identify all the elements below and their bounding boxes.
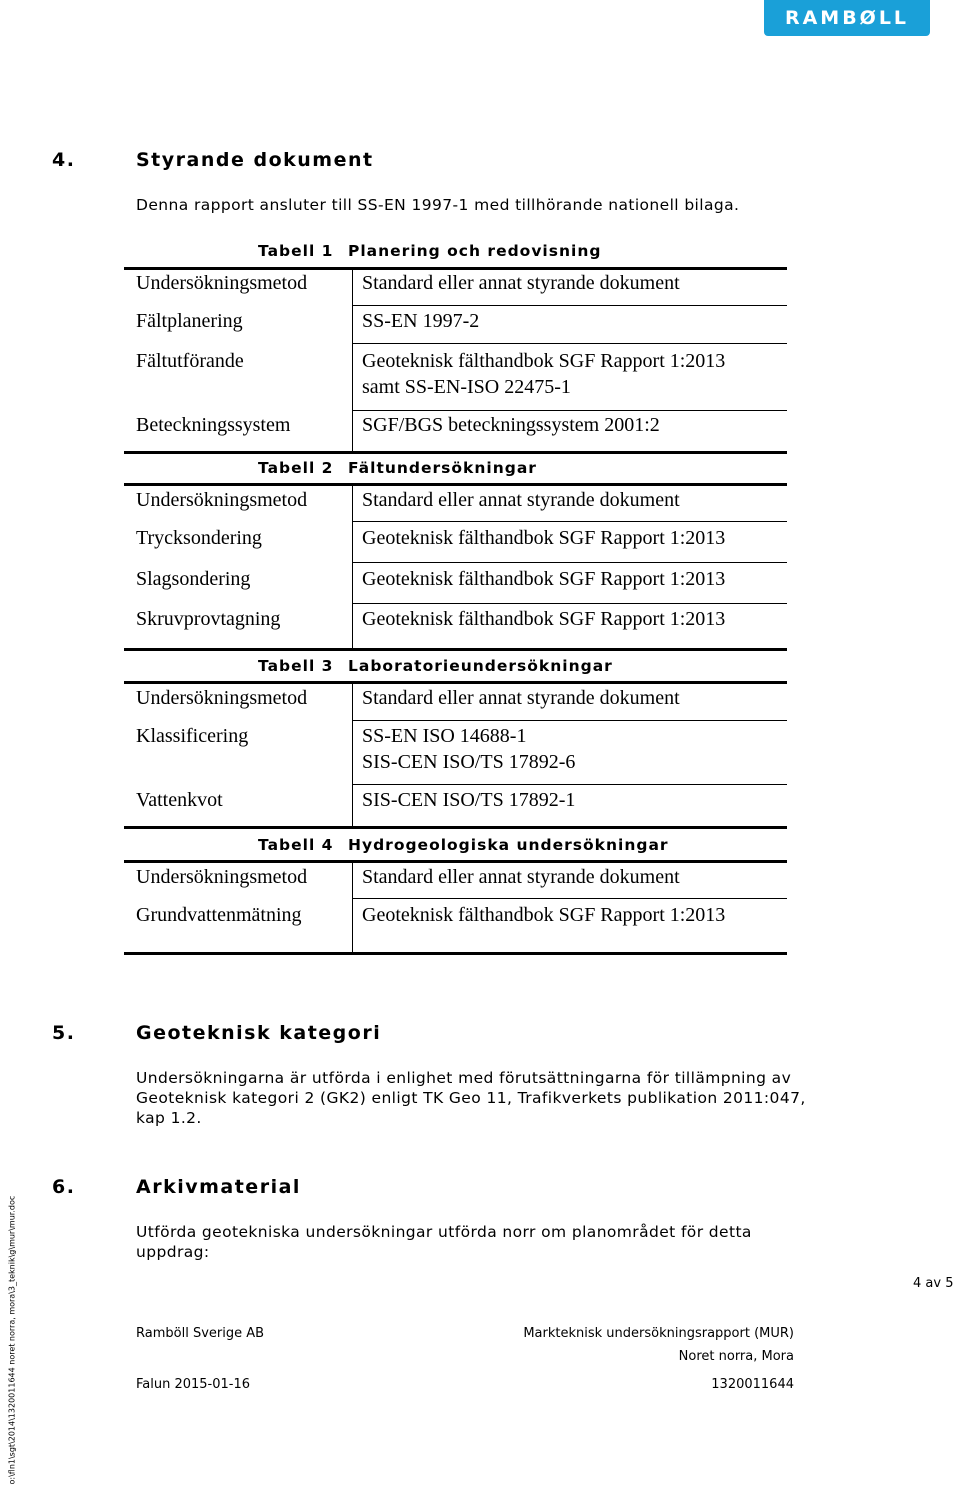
table-1-header-method: Undersökningsmetod bbox=[136, 272, 308, 294]
table-row-method: Fältplanering bbox=[136, 310, 243, 332]
table-2-divider bbox=[352, 484, 353, 648]
table-3-top-rule bbox=[124, 681, 787, 684]
table-4-divider bbox=[352, 861, 353, 953]
table-row-rule bbox=[352, 898, 787, 899]
ramboll-logo: RAMBØLL bbox=[764, 0, 930, 36]
table-2-bottom-rule bbox=[124, 648, 787, 651]
table-row-method: Fältutförande bbox=[136, 350, 244, 372]
table-title: Fältundersökningar bbox=[348, 459, 537, 477]
table-row-rule bbox=[352, 343, 787, 344]
table-2-header-method: Undersökningsmetod bbox=[136, 489, 308, 511]
table-row-standard: SS-EN ISO 14688-1 bbox=[362, 725, 527, 747]
table-row-rule bbox=[352, 521, 787, 522]
table-row-standard: SIS-CEN ISO/TS 17892-1 bbox=[362, 789, 576, 811]
table-label: Tabell 4 bbox=[258, 836, 334, 854]
table-label: Tabell 1 bbox=[258, 242, 334, 260]
table-4-top-rule bbox=[124, 860, 787, 863]
table-row-standard: Geoteknisk fälthandbok SGF Rapport 1:2013 bbox=[362, 350, 726, 372]
section-title: Arkivmaterial bbox=[136, 1176, 301, 1198]
table-row-standard: SGF/BGS beteckningssystem 2001:2 bbox=[362, 414, 660, 436]
table-row-rule bbox=[352, 410, 787, 411]
table-label: Tabell 2 bbox=[258, 459, 334, 477]
footer-project: Noret norra, Mora bbox=[678, 1349, 794, 1364]
section-6-text: Utförda geotekniska undersökningar utförda norr om planområdet för detta uppdrag: bbox=[136, 1223, 752, 1261]
table-row-rule bbox=[352, 562, 787, 563]
footer-doc-title: Markteknisk undersökningsrapport (MUR) bbox=[523, 1326, 794, 1341]
table-row-method: Grundvattenmätning bbox=[136, 904, 302, 926]
section-number: 4. bbox=[52, 149, 76, 171]
section-title: Geoteknisk kategori bbox=[136, 1022, 382, 1044]
table-4-header-standard: Standard eller annat styrande dokument bbox=[362, 866, 680, 888]
footer-date: Falun 2015-01-16 bbox=[136, 1377, 251, 1392]
table-1-divider bbox=[352, 268, 353, 452]
side-file-path: o:\fln1\sgt\2014\1320011644 noret norra, mora\3_teknik\g\mur\mur.doc bbox=[7, 1195, 17, 1485]
table-label: Tabell 3 bbox=[258, 657, 334, 675]
table-row-standard: Geoteknisk fälthandbok SGF Rapport 1:2013 bbox=[362, 568, 726, 590]
table-row-method: Beteckningssystem bbox=[136, 414, 291, 436]
table-row-rule bbox=[352, 305, 787, 306]
table-row-method: Skruvprovtagning bbox=[136, 608, 281, 630]
section-5-text: Undersökningarna är utförda i enlighet med förutsättningarna för tillämpning av Geoteknisk kategori 2 (GK2) enligt TK Geo 11, Trafikverkets publikation 2011:047, kap 1.2. bbox=[136, 1069, 806, 1127]
table-row-method: Slagsondering bbox=[136, 568, 251, 590]
table-row-rule bbox=[352, 603, 787, 604]
table-2-header-standard: Standard eller annat styrande dokument bbox=[362, 489, 680, 511]
table-row-method: Trycksondering bbox=[136, 527, 262, 549]
table-1-header-standard: Standard eller annat styrande dokument bbox=[362, 272, 680, 294]
section-title: Styrande dokument bbox=[136, 149, 374, 171]
table-4-bottom-rule bbox=[124, 952, 787, 955]
section-4-intro: Denna rapport ansluter till SS-EN 1997-1 med tillhörande nationell bilaga. bbox=[136, 196, 740, 214]
table-row-standard: Geoteknisk fälthandbok SGF Rapport 1:2013 bbox=[362, 904, 726, 926]
page-number: 4 av 5 bbox=[913, 1276, 954, 1291]
table-title: Hydrogeologiska undersökningar bbox=[348, 836, 669, 854]
table-3-header-standard: Standard eller annat styrande dokument bbox=[362, 687, 680, 709]
table-3-divider bbox=[352, 682, 353, 827]
table-3-bottom-rule bbox=[124, 826, 787, 829]
table-row-standard: Geoteknisk fälthandbok SGF Rapport 1:2013 bbox=[362, 527, 726, 549]
table-title: Planering och redovisning bbox=[348, 242, 602, 260]
table-row-method: Vattenkvot bbox=[136, 789, 223, 811]
table-row-standard: SS-EN 1997-2 bbox=[362, 310, 480, 332]
table-title: Laboratorieundersökningar bbox=[348, 657, 613, 675]
table-4-header-method: Undersökningsmetod bbox=[136, 866, 308, 888]
table-row-standard: Geoteknisk fälthandbok SGF Rapport 1:2013 bbox=[362, 608, 726, 630]
section-number: 5. bbox=[52, 1022, 76, 1044]
footer-project-number: 1320011644 bbox=[711, 1377, 794, 1392]
table-3-header-method: Undersökningsmetod bbox=[136, 687, 308, 709]
table-2-top-rule bbox=[124, 483, 787, 486]
table-row-rule bbox=[352, 784, 787, 785]
footer-company: Ramböll Sverige AB bbox=[136, 1326, 265, 1341]
table-row-standard-line2: samt SS-EN-ISO 22475-1 bbox=[362, 376, 571, 398]
section-number: 6. bbox=[52, 1176, 76, 1198]
table-row-standard-line2: SIS-CEN ISO/TS 17892-6 bbox=[362, 751, 576, 773]
table-row-rule bbox=[352, 720, 787, 721]
table-1-bottom-rule bbox=[124, 451, 787, 454]
table-row-method: Klassificering bbox=[136, 725, 249, 747]
